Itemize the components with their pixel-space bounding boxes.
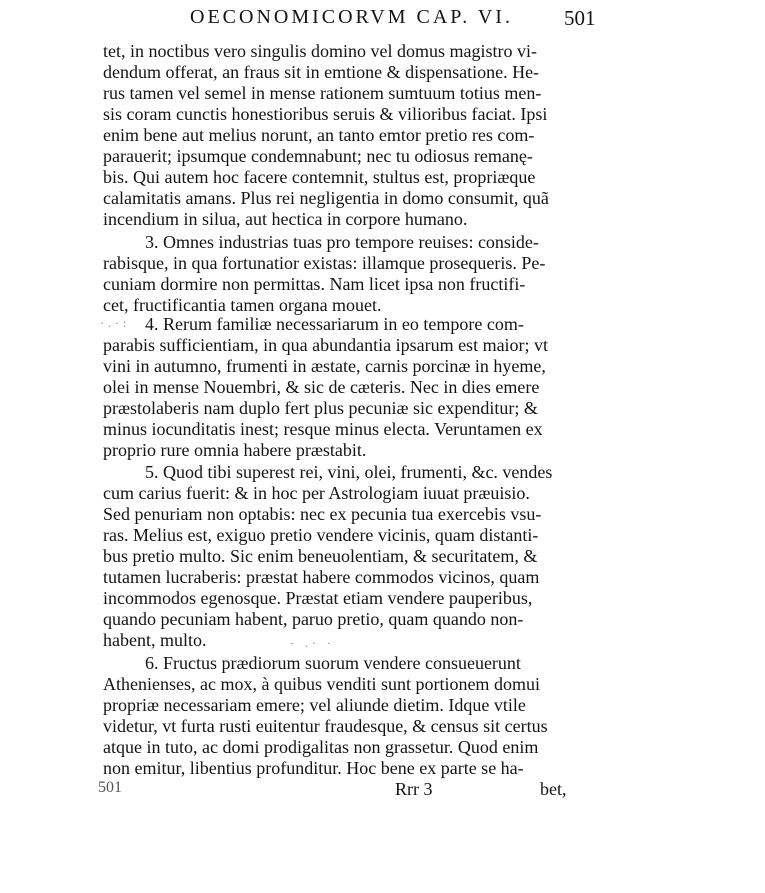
text-line: propriæ necessariam emere; vel aliunde dietim. Idque vtile <box>103 695 526 715</box>
text-line: ras. Melius est, exiguo pretio vendere vicinis, quam distanti- <box>103 525 539 545</box>
text-line: bis. Qui autem hoc facere contemnit, stultus est, propriæque <box>103 167 536 187</box>
text-line: rabisque, in qua fortunatior existas: illamque prosequeris. Pe- <box>103 253 546 273</box>
text-line: cet, fructificantia tamen organa mouet. <box>103 295 382 315</box>
text-line: dendum offerat, an fraus sit in emtione & dispensatione. He- <box>103 62 540 82</box>
paragraph-4-start: 4. Rerum familiæ necessariarum in eo tempore com- <box>145 314 524 334</box>
text-line: enim bene aut melius norunt, an tanto emtor pretio res com- <box>103 125 535 145</box>
text-line: rus tamen vel semel in mense rationem sumtuum totius men- <box>103 83 542 103</box>
running-title: OECONOMICORVM CAP. VI. <box>190 6 513 28</box>
text-line: calamitatis amans. Plus rei negligentia in domo consumit, quã <box>103 188 549 208</box>
bleed-through-page-number: 501 <box>98 779 122 796</box>
text-line: bus pretio multo. Sic enim beneuolentiam, & securitatem, & <box>103 546 538 566</box>
text-line: cum carius fuerit: & in hoc per Astrologiam iuuat præuisio. <box>103 483 530 503</box>
text-line: vini in autumno, frumenti in æstate, carnis porcinæ in hyeme, <box>103 356 546 376</box>
text-line: incommodos egenosque. Præstat etiam vendere pauperibus, <box>103 588 533 608</box>
text-line: parauerit; ipsumque condemnabunt; nec tu odiosus remanę- <box>103 146 533 166</box>
signature-mark: Rrr 3 <box>395 779 433 799</box>
text-line: cuniam dormire non permittas. Nam licet ipsa non fructifi- <box>103 274 526 294</box>
text-line: habent, multo. <box>103 630 207 650</box>
catchword: bet, <box>540 779 567 799</box>
paragraph-5-start: 5. Quod tibi superest rei, vini, olei, frumenti, &c. vendes <box>145 462 553 482</box>
text-line: parabis sufficientiam, in qua abundantia ipsarum est maior; vt <box>103 335 549 355</box>
text-line: videtur, vt furta rusti euitentur fraudesque, & census sit certus <box>103 716 548 736</box>
text-line: proprio rure omnia habere præstabit. <box>103 440 367 460</box>
text-line: Athenienses, ac mox, à quibus venditi sunt portionem domui <box>103 674 540 694</box>
text-line: incendium in silua, aut hectica in corpore humano. <box>103 209 468 229</box>
text-line: sis coram cunctis honestioribus seruis & vilioribus faciat. Ipsi <box>103 104 548 124</box>
page-number: 501 <box>564 6 596 30</box>
text-line: præstolaberis nam duplo fert plus pecuniæ sic expenditur; & <box>103 398 538 418</box>
ink-speckle: ·.·: <box>100 316 131 330</box>
ink-speckle: · .· · <box>290 636 335 650</box>
paragraph-6-start: 6. Fructus prædiorum suorum vendere consueuerunt <box>145 653 521 673</box>
paragraph-3-start: 3. Omnes industrias tuas pro tempore reuises: conside- <box>145 232 539 252</box>
text-line: olei in mense Nouembri, & sic de cæteris. Nec in dies emere <box>103 377 540 397</box>
text-line: minus iocunditatis inest; resque minus electa. Veruntamen ex <box>103 419 543 439</box>
text-line: atque in tuto, ac domi prodigalitas non grassetur. Quod enim <box>103 737 539 757</box>
text-line: quando pecuniam habent, paruo pretio, quam quando non- <box>103 609 524 629</box>
text-line: tet, in noctibus vero singulis domino vel domus magistro vi- <box>103 41 537 61</box>
text-line: Sed penuriam non optabis: nec ex pecunia tua exercebis vsu- <box>103 504 542 524</box>
text-line: non emitur, libentius profunditur. Hoc bene ex parte se ha- <box>103 758 524 778</box>
text-line: tutamen lucraberis: præstat habere commodos vicinos, quam <box>103 567 540 587</box>
